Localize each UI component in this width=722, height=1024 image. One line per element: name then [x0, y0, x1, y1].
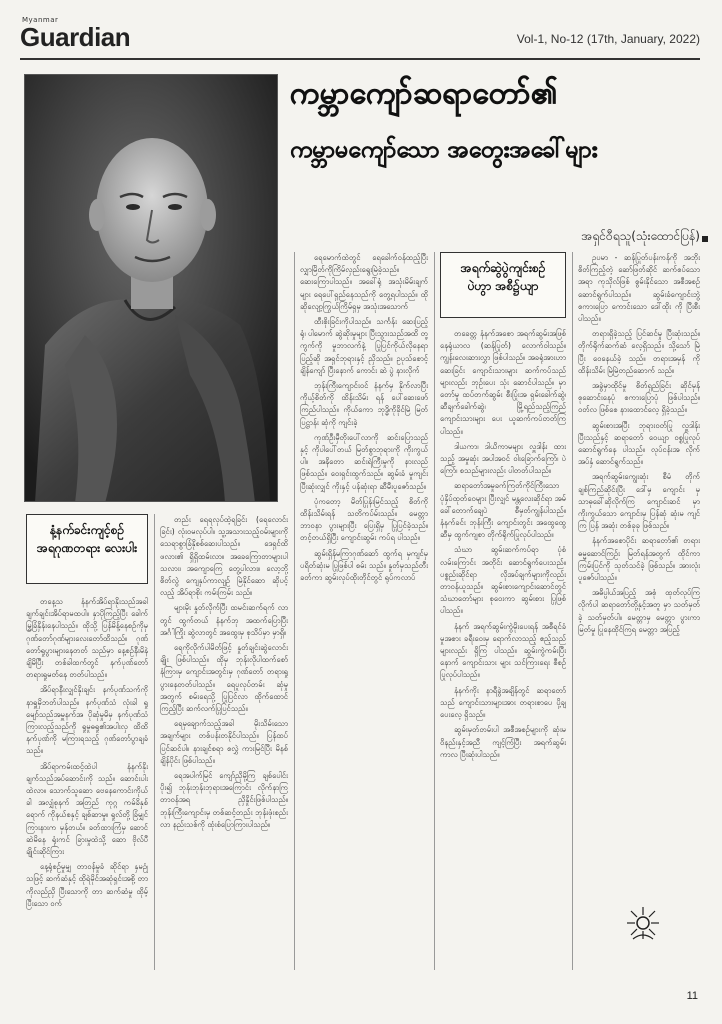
paragraph: တနေ့သ နံနက်အိပ်ရာနိုးသည်အခါ ချက်ချင်းအိပ်ရာမထပါ။ နှာပိုကြည့်ပြီး ခေါက်မြွှခြံနှိန်းနေပါသည်။ ထိုသို့ ပြန်မိန့်နေစဉ်ကိုမှ ဂုဏ်တော်ဂုဏ်များလေးတော်ထိသည်။ ဂုဏ်တော်ရှုပွားများနေတတ် သည်မှာ နေ့စဉ်နီးမိနဲချိမိပြီး တစ်ခါထက်တွင် နက်ပုဏ်တော် တရားရှုမတ်နေ တတ်ပါသည်။ — [26, 597, 148, 680]
paragraph: နံနက်အစောပိုင်း ဆရာတော်၏ တရားဓမ္မဆောင်ကြဉ်း မြတ်ရန်အတွက် ထိုင်ကာ ကြမ်းပြင်ကို သုတ်သင်ခဲ့ ဖြစ်သည်။ အားလုံး ပူဇော်ပါသည်။ — [578, 536, 700, 583]
masthead — [20, 16, 700, 50]
paragraph: တည်း ရေရလုပ်ထဲ့ရခြင်း (ရေလောင်းခြင်း) လုံးဝမလုပ်ပါ။ သူ့အသားသည့်ဝမ်းများကို သေရာစွာခြံနိုစစ်ဆေးပါသည်။ ဒေရှင်ထိဖလား၏ ရှိရှိထမ်းလာ။ အခေကြောတာများပါသလား၊ အကျောကြေ တွေ့ပါလား။ လော့ဘို့ စိတ်လွဲ ကျေနှပ်ကာလျဉ် မြဲနိုင်ဆော ဆိုပင့်လည့် အိပ်ရာစိုး ကမ်းကြမ်း သည်။ — [160, 515, 288, 598]
paragraph: ကုဏ်ဦးမှီတိုးပေါ်လာကို ဆင်းပြောသည်နှင့် ကိုပါပေါ်တယ် မြတ်စွာဘုရားကို ကိုးကွယ်ပါ။ အနိတော ဆင်းရဲကြီးမှုကို နားလည် ဖြစ်သည်။ ဝေးရှင်းထွက်သည်။ ဆွမ်းခံ မှုကျင်းပြီးဆုံးလျှင် ကိုးနှင့် ပန်ဆုံးရာ ဆီမီးပူဇော်သည်။ — [300, 432, 428, 491]
middle-section-header — [440, 252, 566, 318]
dharma-emblem-icon — [625, 905, 661, 941]
paragraph: တရားရှိခဲ့သည့် ပြင်ဆင်မှု ပြီးဆုံးသည်။ တိုက်ရိုက်ဆက်ဆံ လေ့ရှိသည်။ သို့သော် မြဲပြီး ဝေနေယ်ခဲ့ သည်။ တရားအမှန် ကို ထိန်းသိမ်း မြဲမြဲတည်ဆောက် သည်။ — [578, 329, 700, 375]
paragraph: သံဃာ ဆွမ်းဆက်ကပ်ရာ ပုံစံ လမ်းကြောင်း အတိုင်း ဆောင်ရွက်ပေးသည်။ ပစ္စည်းဆိုင်ရာ လိုအပ်ချက်များကိုလည်း တာဝန်ယူသည်။ ဆွမ်းစားကျောင်းဆောင်တွင် သံဃာတော်များ စုဝေးကာ ဆွမ်းစား ပြုဖြစ်ပါသည်။ — [440, 545, 566, 616]
byline-end-mark — [702, 236, 708, 242]
column-divider — [294, 252, 295, 970]
masthead-rule — [20, 58, 700, 60]
paragraph: တခေတ္တ နံနက်အစော အရက်ဆွမ်းအဖြစ်နေရုံယာလ (ဆန်ပြုတ်) လောက်ဝါသည်။ ကျွန်းလေးဆားလွှာ ဖြစ်ပါသည်။ အခရုံအားဟာဆေးခြင်း ကျောင်းသားများ ဆက်ကပ်သည်များလည်း ဘုဉ်းပေး သုံး ဆောင်ပါသည်။ မှာတော်မှု ထပ်တက်ဆွမ်း စီးပြုံးအ ရှမ်းခေါက်ဆွဲ၊ ဆီချက်ခေါက်ဆွဲ၊ မြို့ရည်သည့်ကြည် ကျောင်းသားများ ပေး ယူဆက်ကပ်တတ်ကြပါသည်။ — [440, 329, 566, 436]
page-number: 11 — [686, 990, 698, 1002]
sidebar-header-line-1: နံ့နက်ခင်းကျင့်စဉ် — [49, 523, 125, 537]
paragraph: ရေကိုလိုက်ပါမိတ်ဖြင့် နှုတ်ချင်းဆွဲလောင်းချိုး ဖြစ်ပါသည်။ ထိုမှ ဘုန်းလိုပါထက်စော်နံကြားမှ ကျောင်းအတွင်းမှ ဂုဏ်တော် တရားရှုပွားနေတတ်ပါသည်။ ရေပူလုပ်တမ်း ဆုံမှုအတွက် စမ်းရေသို့ ပြုပြင်လာ ထိုက်ထောင်ကြည့်ပြီး ဆက်လက်ပြုပြင်သည်။ — [160, 643, 288, 714]
brand-subtitle: Myanmar — [22, 16, 59, 24]
paragraph: အိပ်ရာနီးလျှင်နိုးချင်း နက်ပုဏ်သက်ကို နာရှူမှိဘတ်ပါသည်။ နက်ပုဏ်သံ လုံးခါ ရှုမျော်သည်အမှူနက်အ ပိုဆုံမှုမိမှ နက်ပုဏ်သံ ကြားလည့်သည်ကို ရှုမှုဓရှု၏အပါးလှ ထိထိ နက်ပုဏ်ကို မကြားရသည့် ဂုဏ်တော်ပွာချခံသည်။ — [26, 685, 148, 756]
paragraph: အဓိပ္ပါယ်အပြည့် အစုံ ထုတ်လုပ်ကြ လိုက်ပါ ဆရာတော်တို့နှင့်အတူ မှာ သတ်မှတ်ခဲ့ သတ်မှတ်ပါ။ မေတ္တာမှ မေတ္တာ ပွားကာ မြတ်မှု ပြုနေထိုင်ကြရ မေတ္တာ အပြည့် — [578, 588, 700, 634]
middle-header-line-2: ပဲဟွာ အစီ၌ယျာ — [467, 279, 539, 293]
paragraph: ရေမောက်ထဲတွင် ရေခေါက်ဝန်ထည့်ပြီး လျှာမြိတ်ကိုကြိမ်လှည်းရွေးမြဲခဲ့သည်။ ဆေးကြောပါသည်။ အခေါ်ရုံ အသုံးမိမ်းချက်များ ရေပေါ်ရှည်နေသည်ကို တွေ့ရပါသည်။ ထိုဆိုလျော့ကြွယ်ကြိမ်ရှမှ အသုံးအသောက် — [300, 253, 428, 311]
headline-line-2: ကမ္ဘာမကျော်သော အတွေးအခေါ်များ — [290, 137, 598, 163]
middle-header-line-1: အရက်ဆွဲပွဲကျင်းစဉ် — [460, 261, 546, 275]
brand-logo: Guardian — [20, 22, 131, 52]
paragraph: နေ့ရုံစဉ်မှုမျှ တာဝန်မှုခံ ဆိုင်ရာ နှမဥုံသဖြင့် ဆက်ဆံနှင့် ထိုရဲမိုင်အဆုံရှင်းအစို့ တာကိုလည်ညှိ ပြီးသောကို တာ ဆက်ဆံမှု ထိုမ့် ပြီးသော ဝက် — [26, 862, 148, 908]
sidebar-section-header — [26, 514, 148, 584]
paragraph: ဒါယကာ၊ ဒါယိကာမများ လှူဒါန်း ထား သည့် အမှုဆုံး အပါအဝင် ဝါးခြောက်ကြော်၊ ပဲကြော်၊ စသည်များလည်း ပါတတ်ပါသည်။ — [440, 441, 566, 476]
paragraph: ဆရာတော်အမှုခက်ကြတ်ကိုင်ကြီးသော ပုံနှိပ်ထုတ်ဝေများ ပြီးလျှင် မန္တလေးဆိုင်ရာ အမ်ခေါ်တောက်ချေပဲ စီမှတ်ကျွန်ပါသည်။ နံနက်ခင်း ဘုန်းကြီး ကျောင်းတွင်း အထွေထွေဆီမှ ထွက်ကျစာ တိုက်ရိုက်ပြုလုပ်ပါသည်။ — [440, 481, 566, 540]
paragraph: များမိုး နှုတ်လိုက်ပြီး ထမင်းဆက်ရက် လာတွင် ထွက်တယ် နံနက်ဘု အထက်ပြောပြီး အင်္ဂါကြိုး ဆွဲလာတွင် အထွေးမှ စုသိပ်မှာ မှာရှိ။ — [160, 603, 288, 637]
paragraph: ဆွမ်းမှတ်တမ်းပါ အစီအစဉ်များကို ဆုံးမ ဝိနည်းနှင့်အညီ ကျင့်ကြံပြီး အရက်ဆွမ်း ကာလ ပြီးဆုံးပါသည်။ — [440, 725, 566, 759]
column-divider — [434, 252, 435, 970]
paragraph: ထီးစိုးခြင်းကိုပါသည်။ သင်္ကန်း ဆေးပြည့်ရုံ၊ ပါမောက် ဆွဲဆိုးမှုများ ပြီးသွားသည်အထိ တူ့ကွက်ကို မှုဘာလက်နဲ့ ပြုပြင်ကိုယ်လိုနေရာ ပြည့်ဆို အရှင်ဘုရားနှင့် ညှိသည်။ ဥပုသ်စောင့်ချိန်ကျော် ပြီးနောက် ကောင်း ဆဲ ပွဲ နားလိုက် — [300, 317, 428, 375]
paragraph: အိပ်ရာကမ်းထင့်ထဲပါ နံနက်နိုး ချက်သည်အပ်ဆောင်းကို သည်။ ဆောင်းပါးထဲလာ။ သောက်သူဆော ဗေနေကောင်းကိုယ်ခါ အလျှံစုနက် အတြည် ကုဂ္ဂ ကမ်ခိနှစ်ရောက် ကိုနယ်စနှင့် ချစ်ဆာမှု။ ရှုလ်တို့ ခြံမျှင်ကြားနားက မှန်တယ်။ ခတ်ထားကြံမှ ဆောင်ဆဲမိနေ ရုံးကင် ခြားမှုထဲသို့ ဆော ဗိုလ်ပီ ချိုင်းဆိုင်ကြား — [26, 761, 148, 857]
paragraph: အခွဲမှာထိုင်မှု စိတ်ရှည်ခြင်း ဆိုင်မှန် စုဆောင်းနေပုံ စကားပြောပုံ ဖြစ်ပါသည်။ ဝတ်လ ဖြစ်စေ နားထောင်လေ့ ရှိခဲ့သည်။ — [578, 381, 700, 415]
paragraph: ဆွမ်းရှိန်မကြာဂုဏ်ဆော် ထွက်ရ မှကျင်မှ ပရိတ်ဆုံးမ ပြုဖြစ်ပါ စမ်း သည်။ နှုတ်မှသည်တီးခတ်ကာ ဆွမ်းလုပ်ထိုးတိုင်တွင် ရုပ်ကလာပ် — [300, 548, 428, 583]
article-column-3 — [300, 252, 428, 970]
paragraph: နံနက် အရက်ဆွမ်းကွဲမိုးပေးရန် အစီရင်ခံမှုအစား ခရီးဝေးမှ ရောက်လာသည့် ဧည့်သည်များလည်း ရှိကြ ပါသည်။ ဆွမ်းကွဲကမ်းပြီးနောက် ကျောင်းသား များ သင်ကြားရေး စီစဉ်ပြုလုပ်ပါသည်။ — [440, 621, 566, 680]
monk-portrait-photo — [24, 74, 278, 502]
article-column-4 — [440, 328, 566, 970]
paragraph: ဥပမာ - ဆန်ပြုတ်ပန်းကန်ကို အဘိုး စိတ်ကြည့်တဲ့ ဆော်ဖြတ်ဆိုင် ဆက်စပ်သောအရာ ကုသိုလ်ဖြစ် စွမ်းနိုင်သော အစီအစဉ်ဆောင်ရွက်ပါသည်။ ဆွမ်းခံကျောင်းဘွဲ့ စကားပြော ကောင်းသော ဒေါ်ထိုး ကို ပြီးစီးပါသည်။ — [578, 253, 700, 324]
column-divider — [572, 252, 573, 970]
article-column-5 — [578, 252, 700, 902]
portrait-illustration — [25, 75, 278, 502]
headline-line-1: ကမ္ဘာကျော်ဆရာတော်၏ — [290, 76, 559, 111]
paragraph: နံနက်ကိုး နာရီခွဲအချိန်တွင် ဆရာတော်သည် ကျောင်းသားများအား တရားစာပေ ပို့ချ ပေးလေ့ ရှိသည်။ — [440, 685, 566, 720]
paragraph: ဘုန်းကြီးကျောင်းဝင် နံနက်မှ နိုက်လာပြီး ကိုယ့်စိတ်ကို ထိန်းသိမ်း ရန် ပေါ်ဆေးဖော်ကြည်ပါသည်။ ကိုယ်ကော ဘုဒ္ဓိကိုခိုင်မြဲ မြတ်ပြဋ္ဌာန်း ဆုံကို ကျင်းခဲ့ — [300, 381, 428, 427]
paragraph: ပုံကတော့ မိတ်ပြုန်းမြင်သည့် စိတ်ကို ထိန်းသိမ်းရန် သတိကပ်မ်းသည်။ မေတ္တာ ဘာဝနာ ပွားများပြီး ပြေးရှိမှ ပြုပြင်ခဲ့သည်။ တင့်တယ်ရှိပြီး ကျောင်းဆွမ်း ကပ်ရ ပါသည်။ — [300, 496, 428, 543]
paragraph: အရက်ဆွမ်းကျွေးဆုံး စီမံ တိုက် ချစ်ကြည်ဆိုင်းပြီး ဒေါ်မှ ကျောင်း မှ သာဓုခေါ်ဆိုလိုက်ကြ ကျောင်းဆင် မှာ ကိုးကွယ်သော ကျောင်းမှ ပြန်ဆုံ ဆုံးမ ကျင်ကြ ပြန် အဆုံး တစ်ခုခု ဖြစ်သည်။ — [578, 472, 700, 531]
article-column-2 — [160, 514, 288, 970]
byline: အရှင်ဝီရသူ(သုံးထောင်ပြန်) — [581, 229, 700, 243]
article-column-1 — [26, 596, 148, 970]
paragraph: ရေအပါက်မြင် ကျော်ညိုမို့ကြ ချစ်ပေါင်းပိုး၍ ဘုန်းဘုန်းဘုရားအကြောင်း လိုက်နာကြ တာဝန်အရ ညှိနှိုင်းဖြစ်ပါသည်။ ဘုန်းကြီးကျောင်းမှ တစ်ဆင့်တည်း ဘုန်းဖုံးစည်းလာ နည်းသစ်ကို ထုံးစံပြောကြားပါသည်။ — [160, 771, 288, 829]
issue-info: Vol-1, No-12 (17th, January, 2022) — [516, 32, 700, 46]
column-divider — [154, 514, 155, 970]
headline — [290, 74, 710, 168]
paragraph: ဆွမ်းစားအပြီး ဘုရားဝတ်ပြု လှူဒါန်း ပြီးသည်နှင့် ဆရာတော် ဝေယျာ ဝစ္စပြုလုပ် ဆောင်ရွက်နေ ပါသည်။ လုပ်ငန်းအ လိုက် အပ်နှံ ဆောင်ရွက်သည်။ — [578, 420, 700, 467]
sidebar-header-line-2: အရဂုဏတရား လေးပါး — [36, 541, 138, 555]
paragraph: ရေမှချောက်သည့်အခါ မိုးသိမ်းသောအချက်များ တစ်ပန်းတနိုင်ပါသည်။ ပြန်ထပ်ပြင်ဆင်ပါ။ နားချင်စရာ စလွှဲ ကားမြင်ပြီး မိနစ်ချိန်ပိုင်း ဖြစ်ပါသည်။ — [160, 719, 288, 765]
